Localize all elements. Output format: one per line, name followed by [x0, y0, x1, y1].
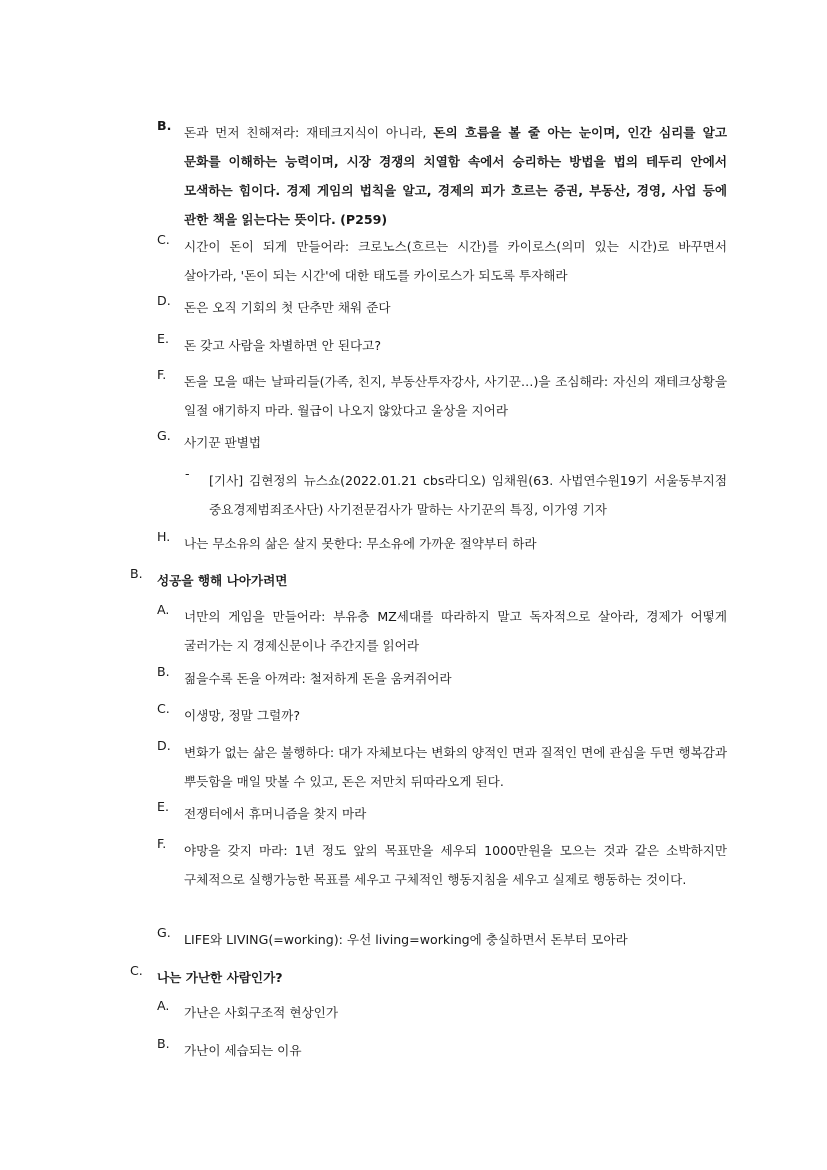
list-text: 시간이 돈이 되게 만들어라: 크로노스(흐르는 시간)를 카이로스(의미 있는 시간)로 바꾸면서 살아가라, '돈이 되는 시간'에 대한 태도를 카이로스가 되도록 투자해라 [184, 239, 727, 283]
list-text: 돈 갖고 사람을 차별하면 안 된다고? [184, 338, 382, 353]
list-text-plain: 돈과 먼저 친해져라: 재테크지식이 아니라, [184, 125, 434, 140]
list-item [157, 118, 727, 234]
list-marker: E. [157, 331, 169, 346]
list-item [157, 293, 727, 322]
list-marker: B. [157, 664, 170, 679]
list-item [157, 428, 727, 457]
list-marker: F. [157, 367, 167, 382]
list-marker: E. [157, 799, 169, 814]
article-link-text: [기사] 김현정의 뉴스쇼(2022.01.21 cbs라디오) 임채원(63. 사법연수원19기 서울동부지점 중요경제범죄조사단) 사기전문검사가 말하는 사기꾼의 특징, 이가영 기자 [209, 473, 727, 517]
section-heading [130, 963, 727, 992]
list-item [157, 602, 727, 660]
list-text: 전쟁터에서 휴머니즘을 찾지 마라 [184, 806, 367, 821]
list-text: 이생망, 정말 그럴까? [184, 708, 301, 723]
list-text: LIFE와 LIVING(=working): 우선 living=working에 충실하면서 돈부터 모아라 [184, 932, 628, 947]
list-text: 젊을수록 돈을 아껴라: 철저하게 돈을 움켜쥐어라 [184, 671, 452, 686]
list-marker: G. [157, 428, 171, 443]
list-item [157, 331, 727, 360]
list-marker: G. [157, 925, 171, 940]
list-item [157, 836, 727, 894]
section-title: 나는 가난한 사람인가? [157, 970, 283, 985]
list-text: 야망을 갖지 마라: 1년 정도 앞의 목표만을 세우되 1000만원을 모으는 것과 같은 소박하지만 구체적으로 실행가능한 목표를 세우고 구체적인 행동지침을 세우고 실제로 행동하는 것이다. [184, 843, 727, 887]
list-item [157, 925, 727, 954]
section-marker: C. [130, 963, 143, 978]
list-text: 너만의 게임을 만들어라: 부유층 MZ세대를 따라하지 말고 독자적으로 살아라, 경제가 어떻게 굴러가는 지 경제신문이나 주간지를 읽어라 [184, 609, 727, 653]
list-item [185, 466, 727, 524]
list-item [157, 529, 727, 558]
list-marker: H. [157, 529, 171, 544]
list-item [157, 799, 727, 828]
list-text: 돈을 모을 때는 날파리들(가족, 친지, 부동산투자강사, 사기꾼…)을 조심해라: 자신의 재테크상황을 일절 얘기하지 마라. 월급이 나오지 않았다고 울상을 지어라 [184, 374, 727, 418]
list-marker: B. [157, 1036, 170, 1051]
list-text: 변화가 없는 삶은 불행하다: 대가 자체보다는 변화의 양적인 면과 질적인 면에 관심을 두면 행복감과 뿌듯함을 매일 맛볼 수 있고, 돈은 저만치 뒤따라오게 된다. [184, 745, 727, 789]
section-heading [130, 566, 727, 595]
list-text-bold: 돈의 흐름을 볼 줄 아는 눈이며, 인간 심리를 알고 문화를 이해하는 능력이며, 시장 경쟁의 치열함 속에서 승리하는 방법을 법의 테두리 안에서 모색하는 힘이다. 경제 게임의 법칙을 알고, 경제의 피가 흐르는 증권, 부동산, 경영, 사업 등에 관한 책을 읽는다는 뜻이다. (P259) [184, 125, 727, 227]
list-marker: C. [157, 701, 170, 716]
list-marker: B. [157, 118, 172, 133]
list-text: 가난은 사회구조적 현상인가 [184, 1005, 338, 1020]
list-text: 나는 무소유의 삶은 살지 못한다: 무소유에 가까운 절약부터 하라 [184, 536, 537, 551]
list-item [157, 367, 727, 425]
list-text: 돈은 오직 기회의 첫 단추만 채워 준다 [184, 300, 391, 315]
list-item [157, 232, 727, 290]
list-item [157, 664, 727, 693]
list-item [157, 998, 727, 1027]
list-marker: D. [157, 293, 171, 308]
section-marker: B. [130, 566, 143, 581]
list-item [157, 738, 727, 796]
list-item [157, 1036, 727, 1065]
list-marker: C. [157, 232, 170, 247]
section-title: 성공을 행해 나아가려면 [157, 573, 288, 588]
list-marker: F. [157, 836, 167, 851]
list-text: 사기꾼 판별법 [184, 435, 261, 450]
list-marker: A. [157, 602, 170, 617]
list-item [157, 701, 727, 730]
list-text [184, 118, 727, 234]
list-text: 가난이 세습되는 이유 [184, 1043, 302, 1058]
list-marker: - [185, 466, 190, 481]
list-marker: D. [157, 738, 171, 753]
list-marker: A. [157, 998, 170, 1013]
